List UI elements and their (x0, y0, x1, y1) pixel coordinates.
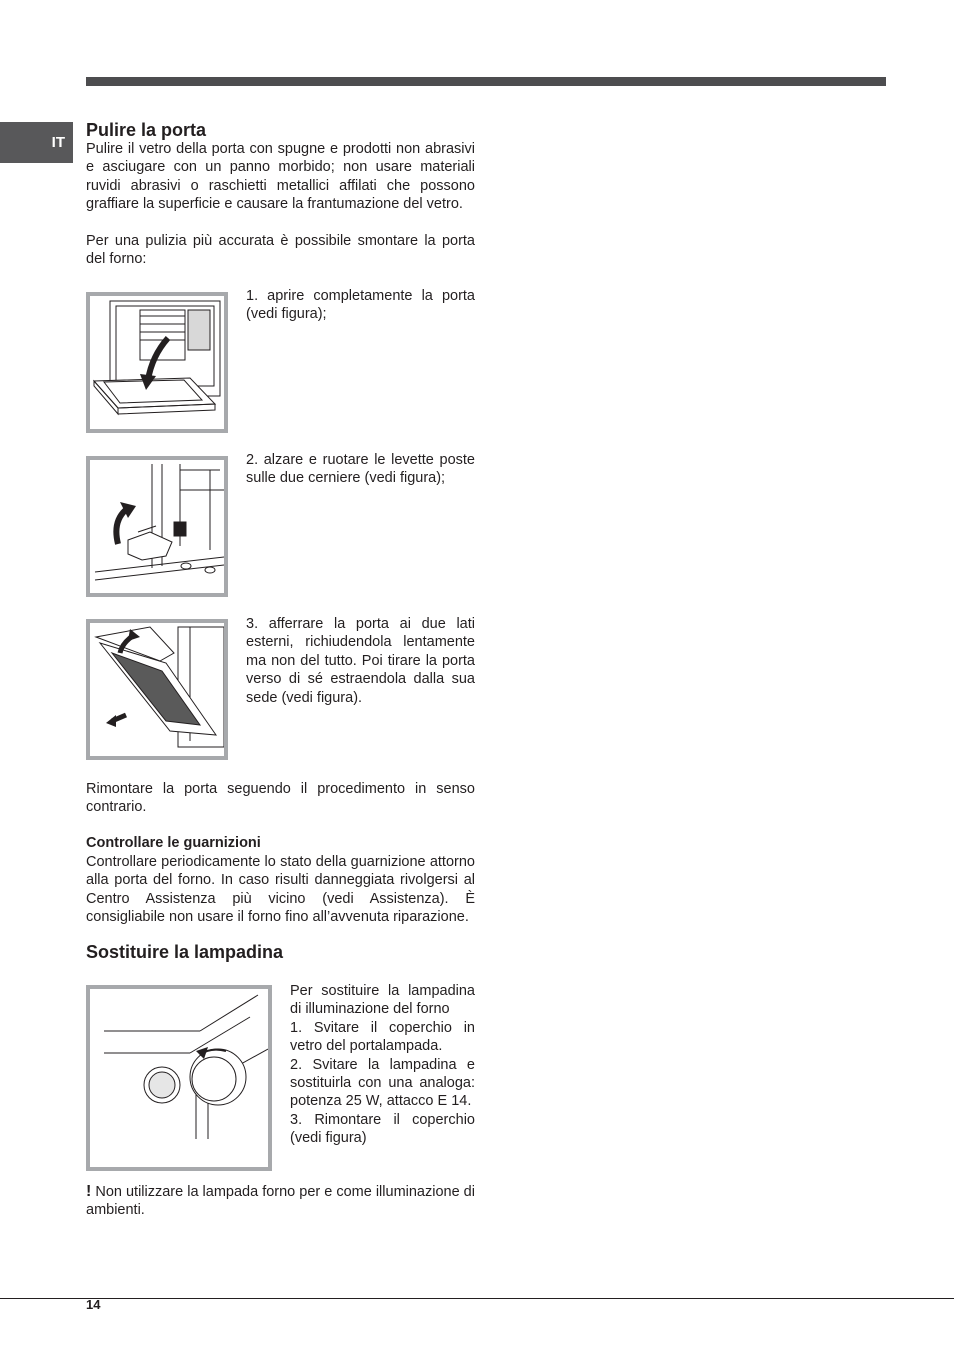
figure-lamp (86, 985, 272, 1171)
reassemble-paragraph: Rimontare la porta seguendo il procedimento in senso contrario. (86, 781, 475, 816)
section-title-door: Pulire la porta (86, 120, 207, 140)
door-intro2-paragraph: Per una pulizia più accurata è possibile smontare la porta del forno: (86, 233, 475, 268)
lamp-step-3: 3. Rimontare il coperchio (vedi figura) (290, 1111, 475, 1147)
header-bar (86, 77, 886, 86)
lamp-step-1: 1. Svitare il coperchio in vetro del portalampada. (290, 1019, 475, 1055)
lamp-warning (86, 1183, 475, 1220)
footer-rule (0, 1298, 954, 1299)
lamp-step-2: 2. Svitare la lampadina e sostituirla con una analoga: potenza 25 W, attacco E 14. (290, 1056, 475, 1110)
door-intro-paragraph: Pulire il vetro della porta con spugne e prodotti non abrasivi e asciugare con un panno morbido; non usare materiali ruvidi abrasivi o raschietti metallici affilati che possono graffiare la superficie e causare la frantumazione del vetro. (86, 141, 475, 213)
lamp-instructions (290, 982, 475, 1148)
gaskets-paragraph: Controllare periodicamente lo stato della guarnizione attorno alla porta del forno. In caso risulti danneggiata rivolgersi al Centro Assistenza più vicino (vedi Assistenza). È consigliabile non usare il forno fino all’avvenuta riparazione. (86, 854, 475, 926)
door-step-1: 1. aprire completamente la porta (vedi figura); (246, 288, 475, 323)
figure-remove-door (86, 619, 228, 760)
door-step-2: 2. alzare e ruotare le levette poste sulle due cerniere (vedi figura); (246, 452, 475, 487)
figure-open-door (86, 292, 228, 433)
language-tab: IT (0, 122, 73, 163)
door-step-3: 3. afferrare la porta ai due lati esterni, richiudendola lentamente ma non del tutto. Poi tirare la porta verso di sé estraendola dalla sua sede (vedi figura). (246, 616, 475, 706)
section-title-gaskets: Controllare le guarnizioni (86, 835, 261, 851)
lamp-intro: Per sostituire la lampadina di illuminazione del forno (290, 983, 475, 1018)
section-title-lamp: Sostituire la lampadina (86, 942, 284, 962)
figure-hinge-lever (86, 456, 228, 597)
page-number: 14 (86, 1297, 101, 1312)
lamp-warning-text: Non utilizzare la lampada forno per e come illuminazione di ambienti. (86, 1184, 475, 1219)
warning-icon: ! (86, 1183, 92, 1200)
